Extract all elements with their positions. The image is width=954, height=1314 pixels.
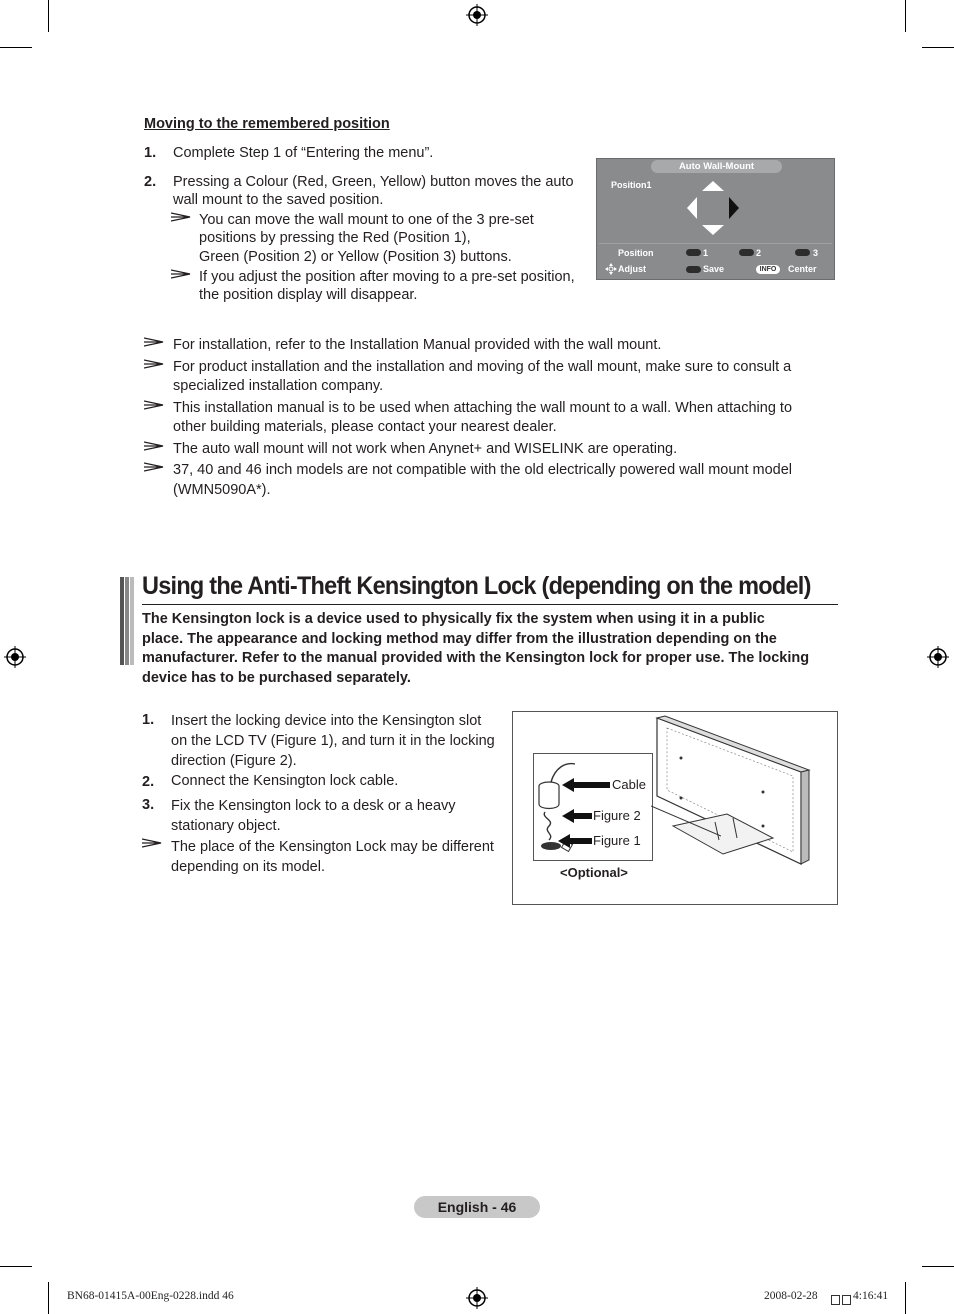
crop-mark <box>0 1266 32 1267</box>
osd-row-label: Position <box>618 248 654 258</box>
crop-mark <box>922 47 954 48</box>
crop-mark <box>0 47 32 48</box>
footer-glyphs <box>831 1292 851 1302</box>
crop-mark <box>922 1266 954 1267</box>
step-number: 2. <box>144 174 157 190</box>
step-number: 1. <box>142 712 155 728</box>
info-button-icon: INFO <box>756 265 780 274</box>
footer-date: 2008-02-28 <box>764 1290 818 1302</box>
osd-position-2: 2 <box>756 248 762 258</box>
auto-wall-mount-osd <box>596 158 835 280</box>
step-line: Fix the Kensington lock to a desk or a heavy <box>171 798 456 814</box>
pointer-arrow-icon <box>558 834 592 848</box>
note-line: The place of the Kensington Lock may be different <box>171 839 494 855</box>
intro-line: manufacturer. Refer to the manual provided with the Kensington lock for proper use. The locking <box>142 650 810 667</box>
green-button-icon <box>739 249 754 256</box>
note-arrow-icon <box>144 462 164 472</box>
note-arrow-icon <box>171 269 191 279</box>
note-arrow-icon <box>171 212 191 222</box>
direction-arrows-icon <box>685 179 741 237</box>
kensington-figure <box>512 711 838 905</box>
footer-time: 4:16:41 <box>853 1290 889 1302</box>
intro-line: The Kensington lock is a device used to physically fix the system when using it in a public <box>142 611 765 627</box>
note-text: (WMN5090A*). <box>173 482 271 498</box>
crop-mark <box>48 0 49 32</box>
cable-label: Cable <box>612 777 646 792</box>
section-bar-icon <box>120 577 135 665</box>
pointer-line <box>651 800 721 840</box>
intro-line: device has to be purchased separately. <box>142 670 411 687</box>
note-arrow-icon <box>144 359 164 369</box>
step-line: on the LCD TV (Figure 1), and turn it in the locking <box>171 733 495 749</box>
step-text: Pressing a Colour (Red, Green, Yellow) button moves the auto <box>173 174 574 190</box>
note-text: 37, 40 and 46 inch models are not compatible with the old electrically powered wall mount model <box>173 462 793 478</box>
step-text: Connect the Kensington lock cable. <box>171 773 399 789</box>
osd-position-3: 3 <box>813 248 819 258</box>
registration-mark-icon <box>927 646 949 668</box>
note-text: the position display will disappear. <box>199 287 418 303</box>
note-arrow-icon <box>142 838 162 848</box>
move-icon <box>605 263 617 275</box>
figure-1-label: Figure 1 <box>593 833 641 848</box>
registration-mark-icon <box>466 1287 488 1309</box>
crop-mark <box>905 0 906 32</box>
note-text <box>171 837 494 877</box>
osd-title: Auto Wall-Mount <box>651 160 782 173</box>
pointer-arrow-icon <box>562 809 592 823</box>
figure-2-label: Figure 2 <box>593 808 641 823</box>
pointer-arrow-icon <box>562 778 610 792</box>
note-text: This installation manual is to be used when attaching the wall mount to a wall. When attaching to <box>173 400 793 416</box>
osd-divider <box>599 243 832 244</box>
note-text: For product installation and the installation and moving of the wall mount, make sure to consult a <box>173 359 792 375</box>
note-text: other building materials, please contact your nearest dealer. <box>173 419 557 435</box>
section-title: Using the Anti-Theft Kensington Lock (depending on the model) <box>142 572 811 600</box>
step-text <box>171 796 456 836</box>
note-text: For installation, refer to the Installation Manual provided with the wall mount. <box>173 337 662 353</box>
step-text: wall mount to the saved position. <box>173 192 384 208</box>
intro-line: place. The appearance and locking method may differ from the illustration depending on the <box>142 630 777 647</box>
osd-save-label: Save <box>703 264 725 274</box>
crop-mark <box>48 1282 49 1314</box>
step-number: 2. <box>142 774 155 790</box>
note-text: Green (Position 2) or Yellow (Position 3) buttons. <box>199 249 512 265</box>
footer-file: BN68-01415A-00Eng-0228.indd 46 <box>67 1290 234 1302</box>
save-button-icon <box>686 266 701 273</box>
osd-adjust-label: Adjust <box>618 264 646 274</box>
note-text: You can move the wall mount to one of the 3 pre-set <box>199 212 534 228</box>
registration-mark-icon <box>4 646 26 668</box>
red-button-icon <box>686 249 701 256</box>
tv-back-illustration-icon <box>653 714 838 866</box>
osd-position-1: 1 <box>703 248 709 258</box>
note-arrow-icon <box>144 400 164 410</box>
step-line: direction (Figure 2). <box>171 753 297 769</box>
page-number-badge: English - 46 <box>414 1196 540 1218</box>
step-number: 1. <box>144 145 157 161</box>
step-line: stationary object. <box>171 818 281 834</box>
note-text: If you adjust the position after moving to a pre-set position, <box>199 269 575 285</box>
section-intro <box>142 610 809 689</box>
note-text: positions by pressing the Red (Position 1), <box>199 230 471 246</box>
subsection-title: Moving to the remembered position <box>144 116 390 132</box>
crop-mark <box>905 1282 906 1314</box>
note-text: specialized installation company. <box>173 378 384 394</box>
step-text: Complete Step 1 of “Entering the menu”. <box>173 145 434 161</box>
section-underline <box>142 604 838 605</box>
yellow-button-icon <box>795 249 810 256</box>
osd-center-label: Center <box>788 264 817 274</box>
optional-label: <Optional> <box>560 865 628 880</box>
note-text: The auto wall mount will not work when Anynet+ and WISELINK are operating. <box>173 441 678 457</box>
step-text <box>171 711 495 771</box>
note-line: depending on its model. <box>171 859 325 875</box>
registration-mark-icon <box>466 4 488 26</box>
osd-position-label: Position1 <box>611 180 652 190</box>
step-number: 3. <box>142 797 155 813</box>
note-arrow-icon <box>144 337 164 347</box>
note-arrow-icon <box>144 441 164 451</box>
step-line: Insert the locking device into the Kensington slot <box>171 713 482 729</box>
